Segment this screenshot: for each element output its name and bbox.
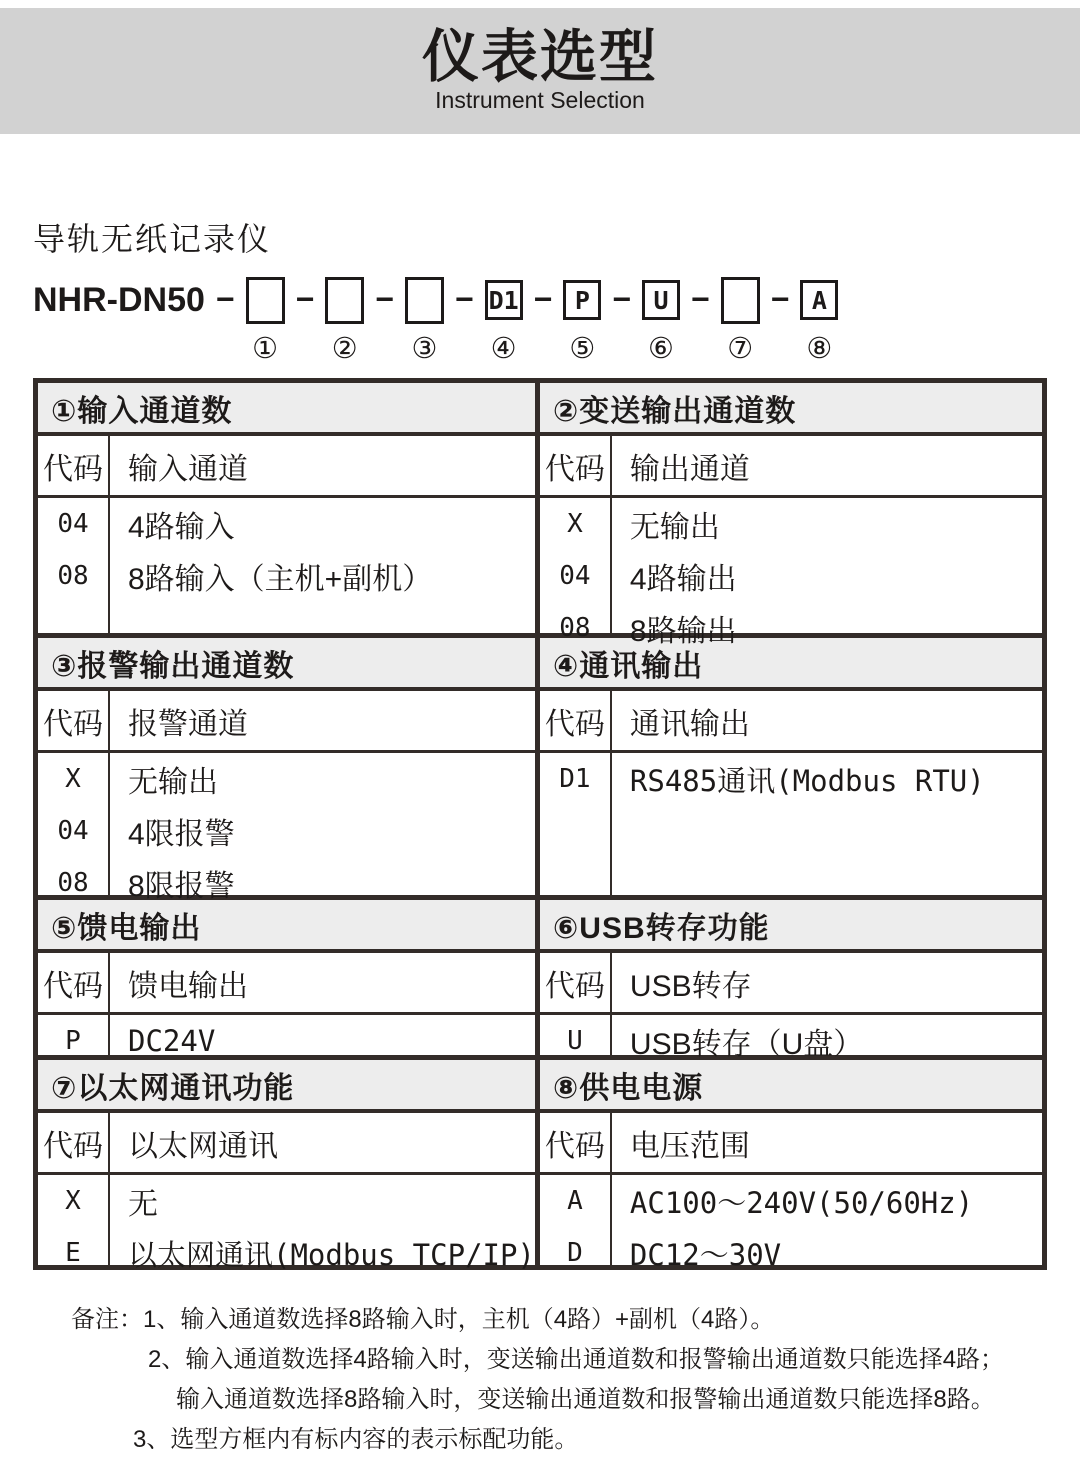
option-code: X [65, 764, 81, 794]
option-desc: DC12～30V [629, 1237, 782, 1272]
table-header-row [38, 436, 535, 498]
note-line-2 [71, 1340, 1047, 1380]
desc-header: 电压范围 [629, 1129, 750, 1163]
section-title: ⑦以太网通讯功能 [38, 1060, 535, 1113]
option-desc: DC24V [128, 1024, 216, 1058]
page-content [33, 214, 1047, 1460]
model-segment-8 [800, 276, 838, 365]
section-communication-output [540, 638, 1042, 900]
section-ethernet [38, 1060, 540, 1272]
table-row [38, 498, 535, 550]
note-line-3 [71, 1380, 1047, 1420]
option-code: X [65, 1186, 81, 1216]
model-segment-6 [642, 276, 680, 365]
model-dash: − [612, 281, 632, 317]
model-dash: − [215, 281, 235, 317]
code-header: 代码 [43, 452, 103, 486]
option-desc: RS485通讯(Modbus RTU) [629, 763, 985, 798]
section-body [38, 436, 535, 633]
section-title: ④通讯输出 [540, 638, 1042, 691]
segment-index-3: ③ [411, 331, 438, 365]
table-row [540, 753, 1042, 805]
section-input-channels [38, 383, 540, 638]
option-code: P [65, 1026, 81, 1056]
table-header-row [540, 953, 1042, 1015]
table-row [540, 498, 1042, 550]
desc-header: 馈电输出 [128, 969, 248, 1003]
option-code: D1 [559, 764, 591, 794]
model-dash: − [533, 281, 553, 317]
section-body [540, 691, 1042, 895]
table-row [540, 602, 1042, 654]
option-desc: 8限报警 [128, 870, 235, 903]
table-row [38, 1175, 535, 1227]
section-body [540, 1113, 1042, 1272]
segment-index-5: ⑤ [569, 331, 596, 365]
option-code: 04 [57, 509, 89, 539]
model-box-2 [325, 277, 364, 324]
option-desc: 4路输入 [128, 511, 235, 544]
table-header-row [540, 436, 1042, 498]
section-title: ⑤馈电输出 [38, 900, 535, 953]
option-desc: 以太网通讯(Modbus TCP/IP) [128, 1237, 535, 1272]
model-segment-1 [246, 276, 285, 365]
table-row [38, 857, 535, 909]
section-body [540, 953, 1042, 1061]
segment-index-7: ⑦ [727, 331, 754, 365]
section-body [38, 953, 535, 1058]
table-row [540, 1015, 1042, 1067]
table-row [540, 1175, 1042, 1227]
segment-index-1: ① [252, 331, 279, 365]
section-title: ③报警输出通道数 [38, 638, 535, 691]
option-desc: USB转存（U盘） [629, 1028, 864, 1061]
section-title: ⑧供电电源 [540, 1060, 1042, 1113]
code-header: 代码 [43, 707, 103, 741]
option-desc: AC100～240V(50/60Hz) [629, 1185, 974, 1220]
table-row [540, 1227, 1042, 1279]
table-header-row [38, 1113, 535, 1175]
option-code: 08 [57, 868, 89, 898]
segment-index-4: ④ [490, 331, 517, 365]
table-header-row [38, 691, 535, 753]
section-title: ②变送输出通道数 [540, 383, 1042, 436]
desc-header: 报警通道 [128, 707, 248, 741]
segment-index-8: ⑧ [806, 331, 833, 365]
option-desc: 无输出 [128, 766, 218, 799]
model-box-3 [405, 277, 444, 324]
code-header: 代码 [544, 452, 605, 486]
model-box-4: D1 [485, 280, 523, 320]
note-text: 输入通道数选择8路输入时，变送输出通道数和报警输出通道数只能选择8路。 [176, 1386, 995, 1413]
code-header: 代码 [544, 969, 605, 1003]
model-segment-5 [563, 276, 601, 365]
desc-header: 通讯输出 [629, 707, 750, 741]
model-box-1 [246, 277, 285, 324]
model-segment-4 [485, 276, 523, 365]
model-dash: − [770, 281, 790, 317]
model-box-5: P [563, 280, 601, 320]
table-row [38, 805, 535, 857]
model-box-8: A [800, 280, 838, 320]
notes [71, 1300, 1047, 1460]
option-code: 04 [559, 561, 591, 591]
section-body [38, 1113, 535, 1272]
model-dash: − [375, 281, 394, 317]
page-banner [0, 8, 1080, 134]
option-desc: 4限报警 [128, 818, 235, 851]
note-line-1 [71, 1300, 1047, 1340]
model-segment-2 [325, 276, 364, 365]
selection-table [33, 378, 1047, 1270]
desc-header: USB转存 [629, 969, 752, 1003]
model-prefix: NHR-DN50 [33, 281, 205, 319]
section-alarm-output-channels [38, 638, 540, 903]
section-usb-transfer [540, 900, 1042, 1060]
model-box-7 [721, 277, 760, 324]
table-row [540, 550, 1042, 602]
section-body [540, 436, 1042, 648]
model-segment-7 [721, 276, 760, 365]
desc-header: 以太网通讯 [128, 1129, 278, 1163]
segment-index-6: ⑥ [648, 331, 675, 365]
code-header: 代码 [544, 707, 605, 741]
table-row [38, 1227, 535, 1279]
section-transmit-output-channels [540, 383, 1042, 648]
option-desc: 4路输出 [629, 563, 737, 596]
section-power-supply [540, 1060, 1042, 1272]
code-header: 代码 [544, 1129, 605, 1163]
option-code: X [567, 509, 583, 539]
desc-header: 输出通道 [629, 452, 750, 486]
table-row [38, 753, 535, 805]
desc-header: 输入通道 [128, 452, 248, 486]
section-feed-power-output [38, 900, 540, 1060]
code-header: 代码 [43, 969, 103, 1003]
option-desc: 8路输出 [629, 615, 737, 648]
option-code: A [567, 1186, 583, 1216]
model-dash: − [295, 281, 315, 317]
model-code-line [33, 276, 1047, 365]
model-box-6: U [642, 280, 680, 320]
table-header-row [38, 953, 535, 1015]
model-segment-3 [405, 276, 444, 365]
option-code: D [567, 1238, 583, 1268]
option-code: 08 [559, 613, 591, 643]
page-title: 仪表选型 [422, 24, 658, 89]
option-desc: 8路输入（主机+副机） [128, 563, 433, 596]
option-code: 04 [57, 816, 89, 846]
note-text: 1、输入通道数选择8路输入时，主机（4路）+副机（4路）。 [143, 1306, 775, 1333]
option-code: U [567, 1026, 583, 1056]
code-header: 代码 [43, 1129, 103, 1163]
note-line-4 [71, 1420, 1047, 1460]
table-header-row [540, 1113, 1042, 1175]
note-text: 2、输入通道数选择4路输入时，变送输出通道数和报警输出通道数只能选择4路； [148, 1346, 1005, 1373]
section-title: ⑥USB转存功能 [540, 900, 1042, 953]
table-header-row [540, 691, 1042, 753]
option-code: E [65, 1238, 81, 1268]
note-text: 3、选型方框内有标内容的表示标配功能。 [133, 1426, 579, 1453]
segment-index-2: ② [331, 331, 358, 365]
notes-label: 备注： [71, 1306, 143, 1333]
section-body [38, 691, 535, 903]
product-name: 导轨无纸记录仪 [33, 221, 272, 257]
option-desc: 无输出 [629, 511, 720, 544]
page-subtitle: Instrument Selection [435, 87, 645, 114]
option-code: 08 [57, 561, 89, 591]
model-dash: − [454, 281, 474, 317]
option-desc: 无 [128, 1188, 158, 1221]
model-dash: − [691, 281, 710, 317]
table-row [38, 1015, 535, 1067]
section-title: ①输入通道数 [38, 383, 535, 436]
table-row [38, 550, 535, 602]
